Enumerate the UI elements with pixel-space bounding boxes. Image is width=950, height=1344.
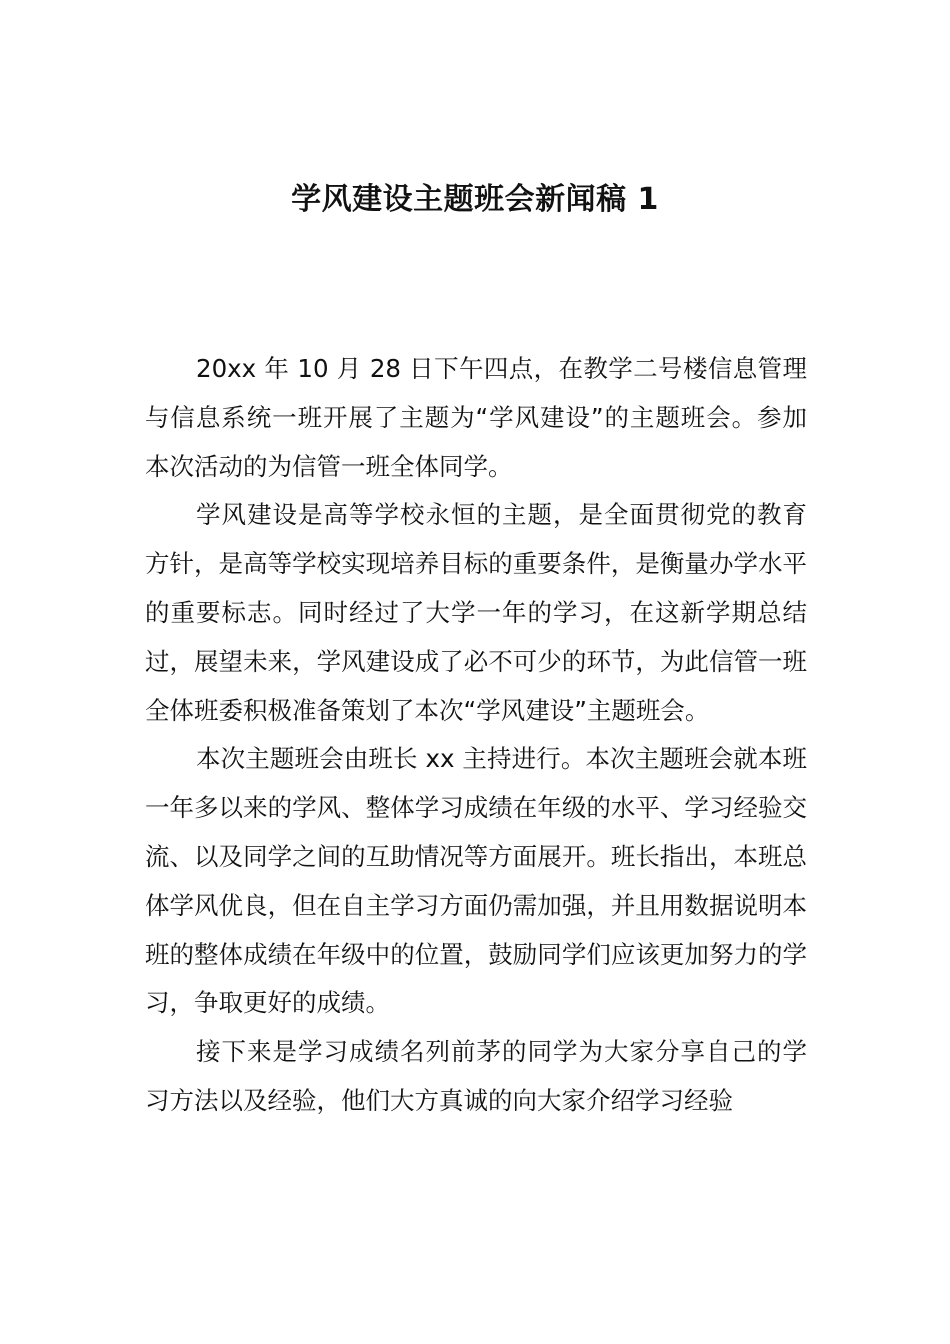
paragraph-2: 学风建设是高等学校永恒的主题，是全面贯彻党的教育方针，是高等学校实现培养目标的重要条件，是衡量办学水平的重要标志。同时经过了大学一年的学习，在这新学期总结过，展望未来，学风建设成了必不可少的环节，为此信管一班全体班委积极准备策划了本次“学风建设”主题班会。 xyxy=(145,500,807,725)
paragraph-4: 接下来是学习成绩名列前茅的同学为大家分享自己的学习方法以及经验，他们大方真诚的向大家介绍学习经验 xyxy=(145,1037,807,1115)
paragraph-3: 本次主题班会由班长 xx 主持进行。本次主题班会就本班一年多以来的学风、整体学习成绩在年级的水平、学习经验交流、以及同学之间的互助情况等方面展开。班长指出，本班总体学风优良，但在自主学习方面仍需加强，并且用数据说明本班的整体成绩在年级中的位置，鼓励同学们应该更加努力的学习，争取更好的成绩。 xyxy=(145,744,807,1018)
document-body xyxy=(145,345,807,1126)
document-title: 学风建设主题班会新闻稿 1 xyxy=(291,182,659,218)
paragraph-1: 20xx 年 10 月 28 日下午四点，在教学二号楼信息管理与信息系统一班开展了主题为“学风建设”的主题班会。参加本次活动的为信管一班全体同学。 xyxy=(145,354,807,481)
